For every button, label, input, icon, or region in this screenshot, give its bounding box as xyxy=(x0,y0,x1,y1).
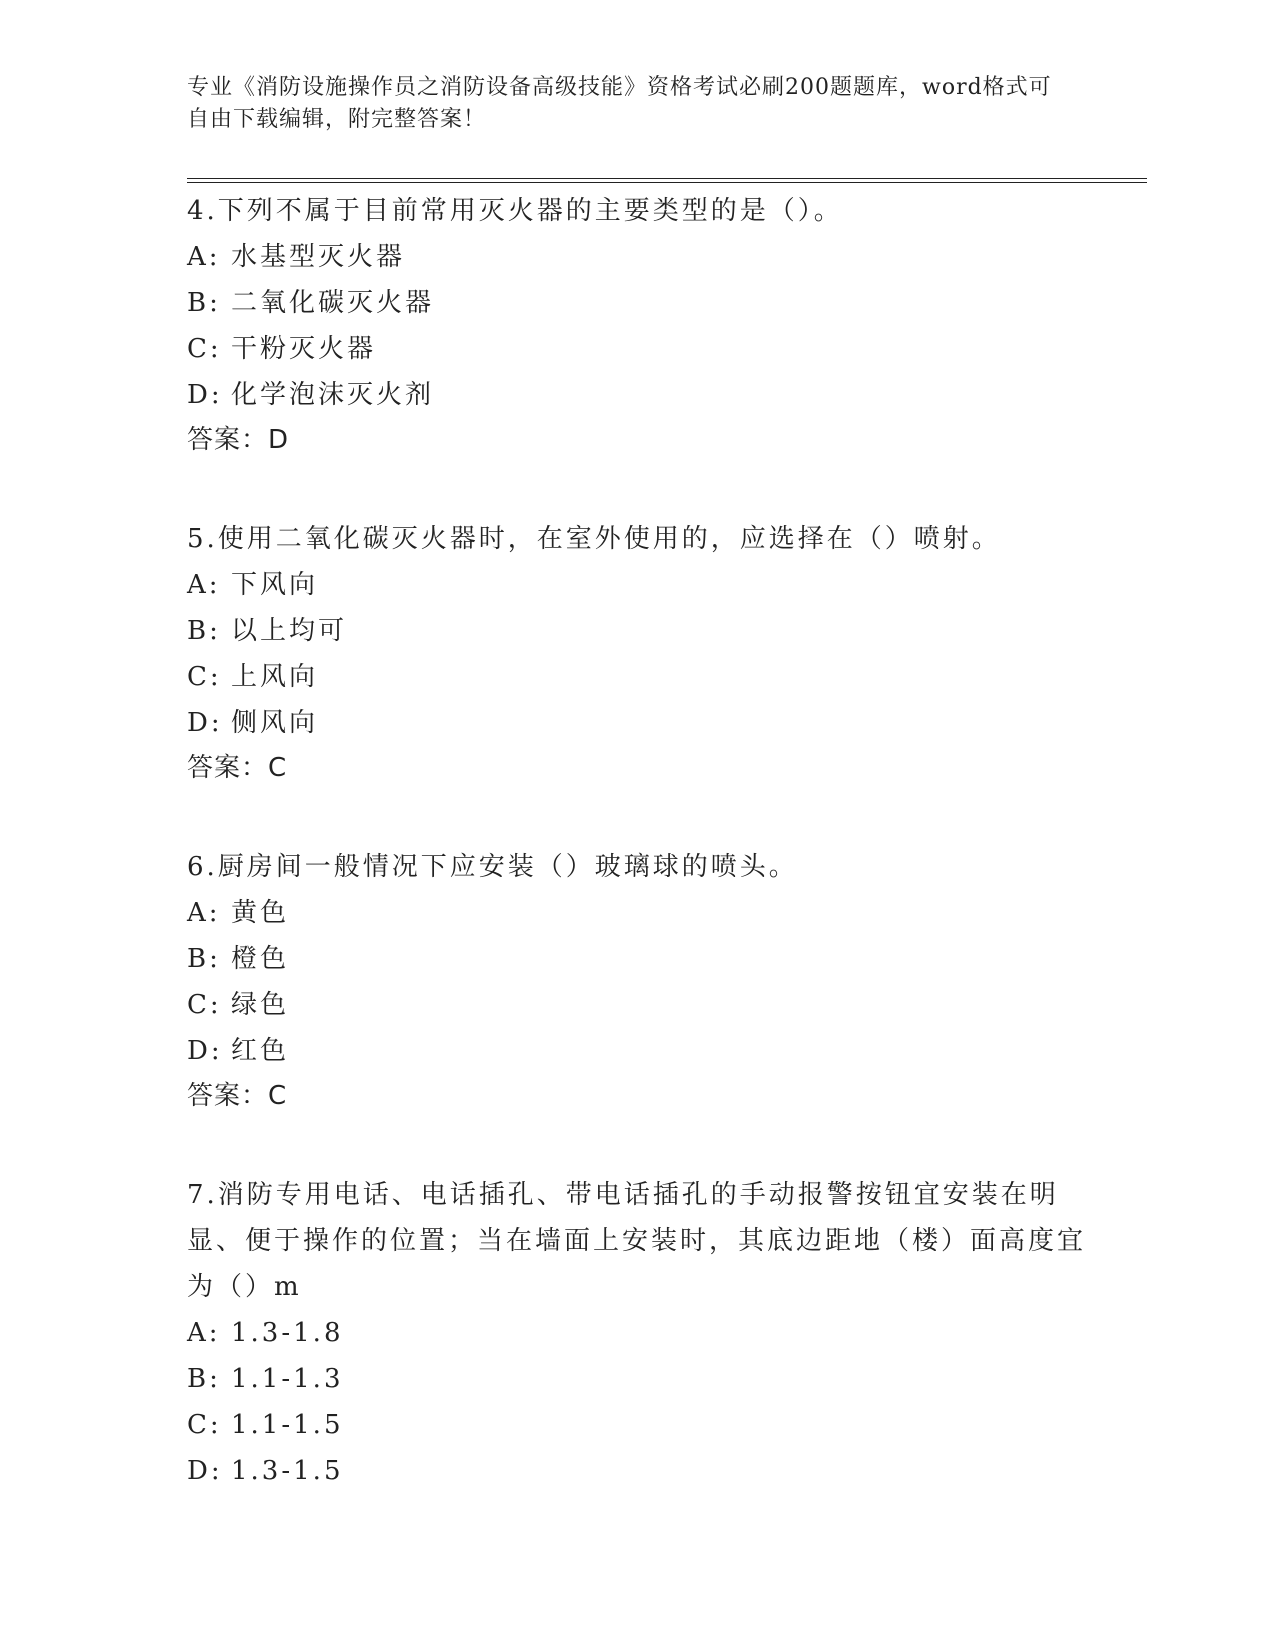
option-text: 1.3-1.8 xyxy=(231,1318,344,1348)
option-c xyxy=(187,1402,1087,1448)
option-letter: C: xyxy=(187,662,222,692)
option-a xyxy=(187,890,1087,936)
option-letter: C: xyxy=(187,1410,222,1440)
option-text: 绿色 xyxy=(231,990,290,1020)
option-text: 以上均可 xyxy=(231,616,348,646)
option-text: 水基型灭火器 xyxy=(231,242,406,272)
option-text: 橙色 xyxy=(231,944,290,974)
option-c xyxy=(187,326,1087,372)
option-text: 1.1-1.5 xyxy=(231,1410,344,1440)
option-letter: D: xyxy=(187,708,223,738)
option-letter: D: xyxy=(187,1036,223,1066)
option-text: 下风向 xyxy=(231,570,319,600)
question-stem: 5.使用二氧化碳灭火器时，在室外使用的，应选择在（）喷射。 xyxy=(187,524,1001,554)
question-stem: 4.下列不属于目前常用灭火器的主要类型的是（）。 xyxy=(187,196,843,226)
option-letter: A: xyxy=(187,1318,221,1348)
option-letter: A: xyxy=(187,898,221,928)
option-text: 化学泡沫灭火剂 xyxy=(231,380,435,410)
option-letter: C: xyxy=(187,334,222,364)
question-item xyxy=(187,1172,1087,1494)
option-d xyxy=(187,1448,1087,1494)
option-letter: B: xyxy=(187,288,221,318)
option-letter: D: xyxy=(187,1456,223,1486)
option-b xyxy=(187,936,1087,982)
option-b xyxy=(187,1356,1087,1402)
option-text: 干粉灭火器 xyxy=(231,334,377,364)
option-d xyxy=(187,1028,1087,1074)
option-d xyxy=(187,700,1087,746)
option-letter: B: xyxy=(187,616,221,646)
option-text: 红色 xyxy=(231,1036,290,1066)
option-letter: B: xyxy=(187,1364,221,1394)
question-item xyxy=(187,844,1087,1118)
header-divider-bottom xyxy=(187,182,1147,183)
option-d xyxy=(187,372,1087,418)
option-letter: C: xyxy=(187,990,222,1020)
option-text: 侧风向 xyxy=(231,708,319,738)
answer-line: 答案：C xyxy=(187,1081,288,1111)
option-text: 黄色 xyxy=(231,898,290,928)
option-a xyxy=(187,562,1087,608)
question-stem: 6.厨房间一般情况下应安装（）玻璃球的喷头。 xyxy=(187,852,798,882)
question-stem: 7.消防专用电话、电话插孔、带电话插孔的手动报警按钮宜安装在明显、便于操作的位置；当在墙面上安装时，其底边距地（楼）面高度宜为（）m xyxy=(187,1180,1087,1302)
answer-line: 答案：D xyxy=(187,425,290,455)
answer-line: 答案：C xyxy=(187,753,288,783)
question-item xyxy=(187,516,1087,790)
option-text: 上风向 xyxy=(231,662,319,692)
option-letter: B: xyxy=(187,944,221,974)
header-divider-top xyxy=(187,178,1147,179)
option-letter: A: xyxy=(187,242,221,272)
option-text: 1.1-1.3 xyxy=(231,1364,344,1394)
option-a xyxy=(187,1310,1087,1356)
question-item xyxy=(187,188,1087,462)
document-header: 专业《消防设施操作员之消防设备高级技能》资格考试必刷200题题库，word格式可自由下载编辑，附完整答案！ xyxy=(187,75,1052,132)
option-a xyxy=(187,234,1087,280)
option-letter: D: xyxy=(187,380,223,410)
question-list xyxy=(187,188,1087,1548)
option-text: 1.3-1.5 xyxy=(231,1456,344,1486)
option-c xyxy=(187,982,1087,1028)
option-b xyxy=(187,608,1087,654)
option-c xyxy=(187,654,1087,700)
option-text: 二氧化碳灭火器 xyxy=(231,288,435,318)
option-letter: A: xyxy=(187,570,221,600)
option-b xyxy=(187,280,1087,326)
